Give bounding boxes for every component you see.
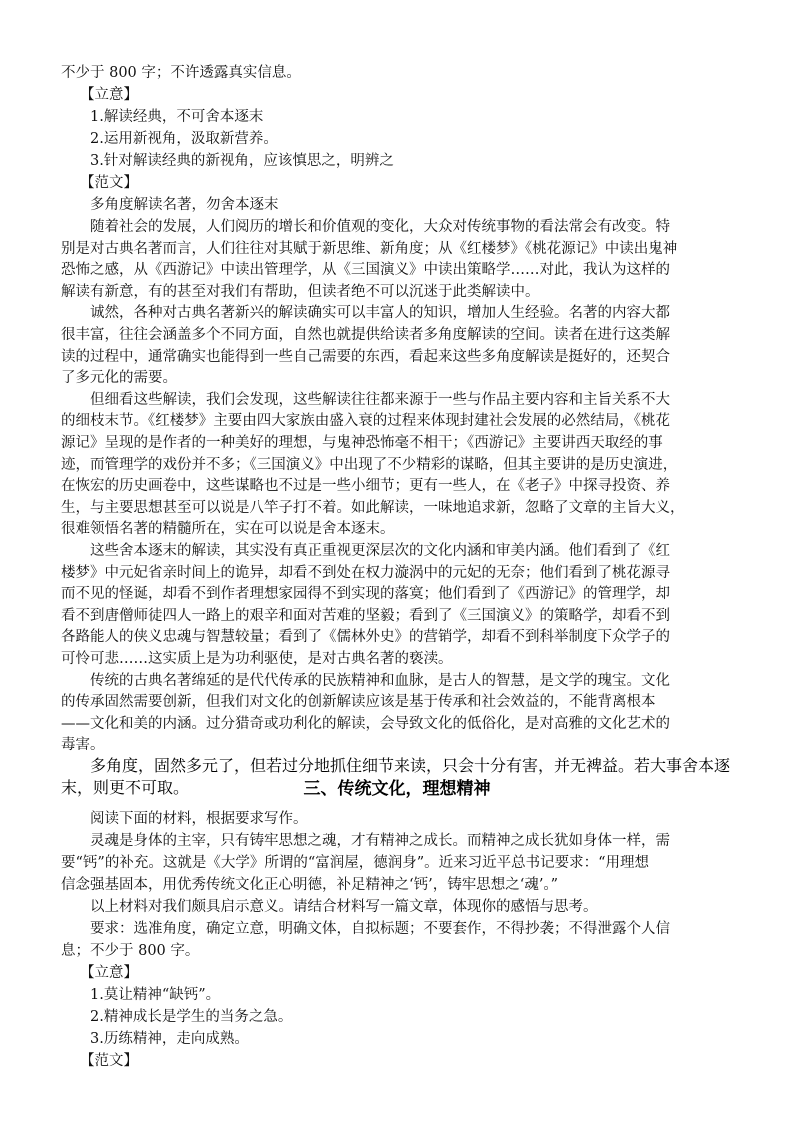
section-label-fanwen: 【范文】 xyxy=(80,1053,138,1069)
text-line: 灵魂是身体的主宰，只有铸牢思想之魂，才有精神之成长。而精神之成长犹如身体一样，需 xyxy=(90,833,670,849)
essay-line: 随着社会的发展，人们阅历的增长和价值观的变化，大众对传统事物的看法常会有改变。特 xyxy=(90,219,670,235)
essay-line: 末，则更不可取。 xyxy=(61,779,190,797)
text-line: 要“钙”的补充。这就是《大学》所谓的“富润屋，德润身”。近来习近平总书记要求：“用理想 xyxy=(61,855,650,871)
essay-line: 可怜可悲……这实质上是为功利驱使，是对古典名著的亵渎。 xyxy=(61,651,453,667)
essay-line: 看不到唐僧师徒四人一路上的艰辛和面对苦难的坚毅；看到了《三国演义》的策略学，却看不到 xyxy=(61,607,670,624)
text-line: 信念强基固本，用优秀传统文化正心明德，补足精神之‘钙’，铸牢思想之‘魂’。” xyxy=(61,877,559,893)
essay-line: 恐怖之感，从《西游记》中读出管理学，从《三国演义》中读出策略学……对此，我认为这样的 xyxy=(61,262,670,279)
text-line: 阅读下面的材料，根据要求写作。 xyxy=(90,811,308,827)
text-line: 不少于 800 字；不许透露真实信息。 xyxy=(61,65,301,81)
essay-line: 迹，而管理学的戏份并不多；《三国演义》中出现了不少精彩的谋略，但其主要讲的是历史演进， xyxy=(61,456,678,473)
essay-line: 生，与主要思想甚至可以说是八竿子打不着。如此解读，一味地追求新，忽略了文章的主旨大义， xyxy=(61,499,685,516)
essay-line: 解读有新意，有的甚至对我们有帮助，但读者绝不可以沉迷于此类解读中。 xyxy=(61,283,540,300)
text-line: 以上材料对我们颇具启示意义。请结合材料写一篇文章，体现你的感悟与思考。 xyxy=(90,899,598,915)
essay-line: 这些舍本逐末的解读，其实没有真正重视更深层次的文化内涵和审美内涵。他们看到了《红 xyxy=(90,543,670,559)
list-item: 2.运用新视角，汲取新营养。 xyxy=(90,131,278,147)
essay-line: 的细枝末节。《红楼梦》主要由四大家族由盛入衰的过程来体现封建社会发展的必然结局，《桃花 xyxy=(61,413,670,430)
essay-line: 楼梦》中元妃省亲时间上的诡异，却看不到处在权力漩涡中的元妃的无奈；他们看到了桃花源寻 xyxy=(61,564,670,581)
section-heading: 三、传统文化，理想精神 xyxy=(303,779,491,799)
essay-line: ——文化和美的内涵。过分猎奇或功利化的解读，会导致文化的低俗化，是对高雅的文化艺术的 xyxy=(61,715,670,732)
essay-line: 的传承固然需要创新，但我们对文化的创新解读应该是基于传承和社会效益的，不能背离根本 xyxy=(61,694,656,711)
essay-line: 毒害。 xyxy=(61,737,105,754)
essay-line: 很难领悟名著的精髓所在，实在可以说是舍本逐末。 xyxy=(61,521,395,538)
list-item: 3.针对解读经典的新视角，应该慎思之，明辨之 xyxy=(90,153,394,169)
essay-line: 在恢宏的历史画卷中，这些谋略也不过是一些小细节；更有一些人，在《老子》中探寻投资、养 xyxy=(61,478,670,495)
essay-line: 但细看这些解读，我们会发现，这些解读往往都来源于一些与作品主要内容和主旨关系不大 xyxy=(90,391,670,408)
essay-line: 而不见的怪诞，却看不到作者理想家园得不到实现的落寞；他们看到了《西游记》的管理学，却 xyxy=(61,586,670,603)
essay-line: 诚然，各种对古典名著新兴的解读确实可以丰富人的知识，增加人生经验。名著的内容大都 xyxy=(90,305,670,322)
essay-line: 源记》呈现的是作者的一种美好的理想，与鬼神恐怖毫不相干；《西游记》主要讲西天取经的事 xyxy=(61,435,663,451)
list-item: 2.精神成长是学生的当务之急。 xyxy=(90,1009,293,1025)
essay-line: 了多元化的需要。 xyxy=(61,370,177,387)
section-label-liyi: 【立意】 xyxy=(80,87,138,103)
essay-line: 传统的古典名著绵延的是代代传承的民族精神和血脉，是古人的智慧，是文学的瑰宝。文化 xyxy=(90,672,670,689)
list-item: 3.历练精神，走向成熟。 xyxy=(90,1031,249,1047)
essay-title: 多角度解读名著，勿舍本逐末 xyxy=(90,197,279,213)
section-label-fanwen: 【范文】 xyxy=(80,175,138,191)
section-label-liyi: 【立意】 xyxy=(80,965,138,981)
essay-line: 别是对古典名著而言，人们往往对其赋于新思维、新角度；从《红楼梦》《桃花源记》中读出鬼神 xyxy=(61,240,678,257)
text-line: 息；不少于 800 字。 xyxy=(61,943,200,959)
essay-line: 各路能人的侠义忠魂与智慧较量；看到了《儒林外史》的营销学，却看不到科举制度下众学子的 xyxy=(61,629,670,646)
essay-line: 读的过程中，通常确实也能得到一些自己需要的东西，看起来这些多角度解读是挺好的，还契合 xyxy=(61,348,670,365)
essay-line: 多角度，固然多元了，但若过分地抓住细节来读，只会十分有害，并无裨益。若大事舍本逐 xyxy=(90,758,731,775)
essay-line: 很丰富，往往会涵盖多个不同方面，自然也就提供给读者多角度解读的空间。读者在进行这类解 xyxy=(61,327,670,343)
list-item: 1.莫让精神“缺钙”。 xyxy=(90,987,221,1003)
text-line: 要求：选准角度，确定立意，明确文体，自拟标题；不要套作，不得抄袭；不得泄露个人信 xyxy=(90,921,670,937)
list-item: 1.解读经典，不可舍本逐末 xyxy=(90,109,264,125)
